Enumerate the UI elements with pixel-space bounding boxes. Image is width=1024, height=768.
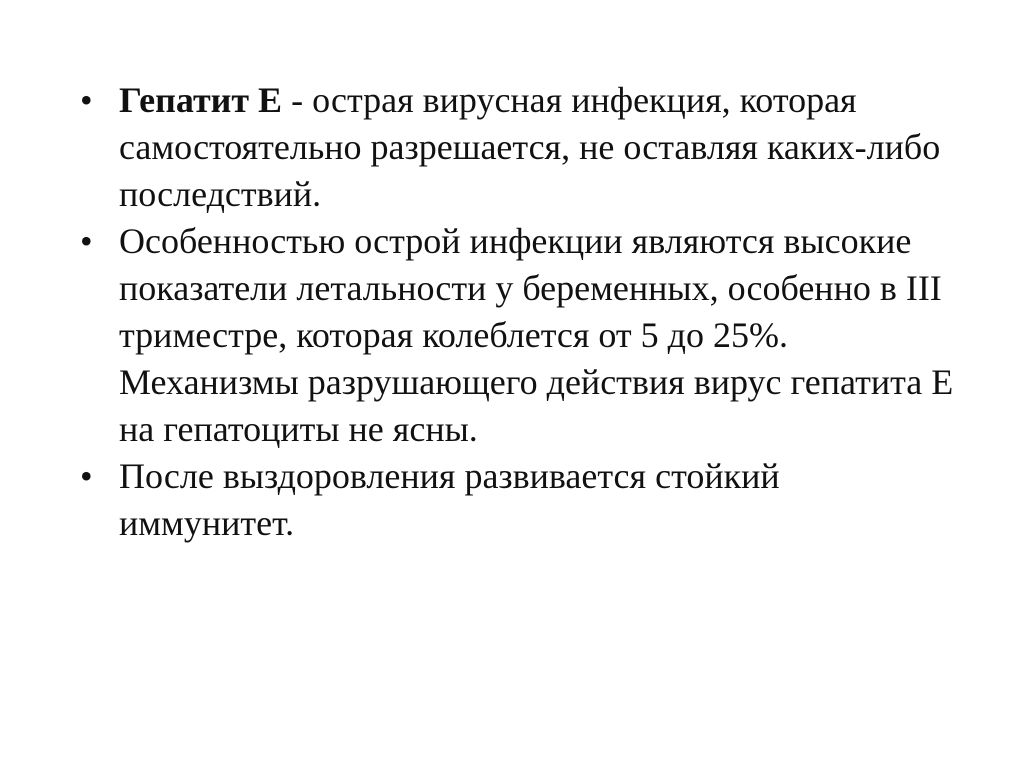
bullet-item-immunity — [80, 453, 960, 547]
bullet-text: - острая вирусная инфекция, которая самостоятельно разрешается, не оставляя каких-либо последствий. — [119, 80, 941, 214]
bullet-text: После выздоровления развивается стойкий иммунитет. — [119, 456, 780, 543]
bullet-item-mortality — [80, 218, 960, 453]
bullet-marker: • — [80, 221, 93, 261]
bullet-marker: • — [80, 80, 93, 120]
bullet-item-hepatitis-definition — [80, 77, 960, 218]
bullet-term: Гепатит Е — [119, 80, 283, 120]
bullet-marker: • — [80, 456, 93, 496]
bullet-list — [80, 77, 960, 547]
bullet-text: Особенностью острой инфекции являются высокие показатели летальности у беременных, особенно в III триместре, которая колеблется от 5 до 25%. Механизмы разрушающего действия вирус гепатита Е на гепатоциты не ясны. — [119, 221, 954, 449]
